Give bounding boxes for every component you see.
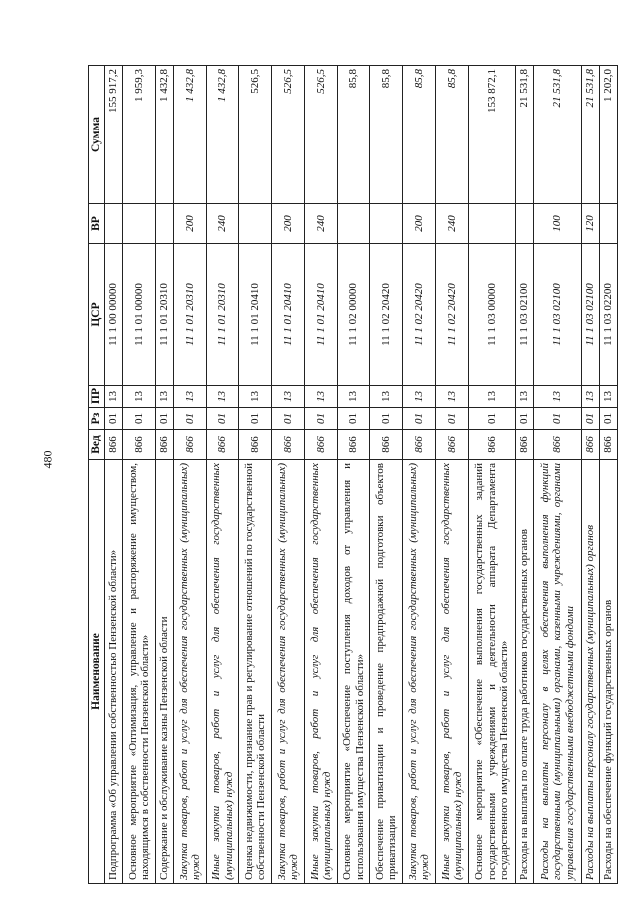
cell-pr: 13 xyxy=(173,386,206,408)
cell-vr: 200 xyxy=(173,204,206,244)
table-row xyxy=(304,66,337,884)
cell-pr: 13 xyxy=(239,386,272,408)
cell-sum: 1 959,3 xyxy=(123,66,156,204)
cell-pr: 13 xyxy=(403,386,436,408)
cell-name: Основное мероприятие «Оптимизация, управление и распоряжение имуществом, находящимся в собственности Пензенской области» xyxy=(123,460,156,884)
cell-csr: 11 1 01 20410 xyxy=(239,244,272,386)
cell-name: Обеспечение приватизации и проведение предпродажной подготовки объектов приватизации xyxy=(370,460,403,884)
cell-csr: 11 1 03 02200 xyxy=(599,244,617,386)
cell-pr: 13 xyxy=(516,386,534,408)
cell-rz: 01 xyxy=(104,408,122,430)
cell-sum: 85,8 xyxy=(403,66,436,204)
cell-vr: 200 xyxy=(403,204,436,244)
header-vr: ВР xyxy=(89,204,105,244)
table-row xyxy=(155,66,173,884)
cell-sum: 21 531,8 xyxy=(581,66,599,204)
table-row xyxy=(272,66,305,884)
cell-pr: 13 xyxy=(534,386,581,408)
cell-ved: 866 xyxy=(581,430,599,460)
cell-pr: 13 xyxy=(468,386,515,408)
cell-rz: 01 xyxy=(403,408,436,430)
table-row xyxy=(173,66,206,884)
cell-rz: 01 xyxy=(599,408,617,430)
cell-rz: 01 xyxy=(370,408,403,430)
table-row xyxy=(206,66,239,884)
cell-csr: 11 1 02 00000 xyxy=(337,244,370,386)
cell-rz: 01 xyxy=(123,408,156,430)
cell-csr: 11 1 01 20410 xyxy=(304,244,337,386)
cell-rz: 01 xyxy=(337,408,370,430)
cell-vr: 240 xyxy=(435,204,468,244)
cell-csr: 11 1 02 20420 xyxy=(370,244,403,386)
cell-vr xyxy=(104,204,122,244)
table-row xyxy=(370,66,403,884)
cell-vr xyxy=(370,204,403,244)
table-row xyxy=(581,66,599,884)
cell-rz: 01 xyxy=(239,408,272,430)
cell-name: Содержание и обслуживание казны Пензенской области xyxy=(155,460,173,884)
cell-vr xyxy=(337,204,370,244)
table-row xyxy=(435,66,468,884)
cell-csr: 11 1 01 20310 xyxy=(155,244,173,386)
cell-pr: 13 xyxy=(104,386,122,408)
cell-name: Расходы на выплаты персоналу в целях обеспечения выполнения функций государственными (муниципальными) органами, казенными учреждениями, органами управления государственными внебюджетными фондами xyxy=(534,460,581,884)
cell-sum: 155 917,2 xyxy=(104,66,122,204)
cell-pr: 13 xyxy=(435,386,468,408)
budget-table xyxy=(88,65,618,884)
header-pr: ПР xyxy=(89,386,105,408)
cell-sum: 21 531,8 xyxy=(516,66,534,204)
budget-table-container xyxy=(88,66,618,884)
table-row xyxy=(403,66,436,884)
table-row xyxy=(239,66,272,884)
cell-csr: 11 1 02 20420 xyxy=(435,244,468,386)
cell-vr: 240 xyxy=(304,204,337,244)
cell-sum: 1 432,8 xyxy=(155,66,173,204)
cell-name: Закупка товаров, работ и услуг для обеспечения государственных (муниципальных) нужд xyxy=(272,460,305,884)
cell-rz: 01 xyxy=(304,408,337,430)
header-rz: Рз xyxy=(89,408,105,430)
cell-ved: 866 xyxy=(534,430,581,460)
cell-rz: 01 xyxy=(435,408,468,430)
cell-sum: 85,8 xyxy=(435,66,468,204)
cell-csr: 11 1 00 00000 xyxy=(104,244,122,386)
cell-ved: 866 xyxy=(304,430,337,460)
table-row xyxy=(516,66,534,884)
cell-csr: 11 1 03 02100 xyxy=(581,244,599,386)
cell-vr xyxy=(123,204,156,244)
table-row xyxy=(468,66,515,884)
cell-rz: 01 xyxy=(581,408,599,430)
cell-ved: 866 xyxy=(468,430,515,460)
cell-ved: 866 xyxy=(155,430,173,460)
cell-sum: 1 432,8 xyxy=(173,66,206,204)
cell-pr: 13 xyxy=(370,386,403,408)
table-row xyxy=(123,66,156,884)
cell-vr xyxy=(239,204,272,244)
cell-ved: 866 xyxy=(599,430,617,460)
cell-sum: 526,5 xyxy=(239,66,272,204)
cell-pr: 13 xyxy=(206,386,239,408)
cell-name: Оценка недвижимости, признание прав и регулирование отношений по государственной собственности Пензенской области xyxy=(239,460,272,884)
cell-vr xyxy=(516,204,534,244)
cell-rz: 01 xyxy=(534,408,581,430)
cell-ved: 866 xyxy=(272,430,305,460)
cell-pr: 13 xyxy=(272,386,305,408)
cell-vr xyxy=(468,204,515,244)
cell-ved: 866 xyxy=(516,430,534,460)
cell-sum: 526,5 xyxy=(272,66,305,204)
cell-pr: 13 xyxy=(337,386,370,408)
cell-pr: 13 xyxy=(599,386,617,408)
table-row xyxy=(337,66,370,884)
table-header-row xyxy=(89,66,105,884)
cell-pr: 13 xyxy=(123,386,156,408)
cell-ved: 866 xyxy=(239,430,272,460)
cell-name: Закупка товаров, работ и услуг для обеспечения государственных (муниципальных) нужд xyxy=(403,460,436,884)
cell-rz: 01 xyxy=(173,408,206,430)
table-row xyxy=(534,66,581,884)
cell-name: Иные закупки товаров, работ и услуг для обеспечения государственных (муниципальных) нужд xyxy=(206,460,239,884)
cell-vr: 120 xyxy=(581,204,599,244)
cell-name: Иные закупки товаров, работ и услуг для обеспечения государственных (муниципальных) нужд xyxy=(304,460,337,884)
cell-name: Иные закупки товаров, работ и услуг для обеспечения государственных (муниципальных) нужд xyxy=(435,460,468,884)
table-row xyxy=(104,66,122,884)
cell-rz: 01 xyxy=(468,408,515,430)
cell-sum: 85,8 xyxy=(370,66,403,204)
cell-ved: 866 xyxy=(104,430,122,460)
cell-csr: 11 1 03 02100 xyxy=(516,244,534,386)
cell-pr: 13 xyxy=(581,386,599,408)
header-csr: ЦСР xyxy=(89,244,105,386)
cell-vr xyxy=(599,204,617,244)
table-row xyxy=(599,66,617,884)
cell-pr: 13 xyxy=(155,386,173,408)
cell-name: Закупка товаров, работ и услуг для обеспечения государственных (муниципальных) нужд xyxy=(173,460,206,884)
cell-ved: 866 xyxy=(435,430,468,460)
page-number: 480 xyxy=(40,450,55,469)
cell-rz: 01 xyxy=(206,408,239,430)
cell-csr: 11 1 02 20420 xyxy=(403,244,436,386)
cell-sum: 1 202,0 xyxy=(599,66,617,204)
cell-ved: 866 xyxy=(337,430,370,460)
cell-name: Расходы на выплаты персоналу государственных (муниципальных) органов xyxy=(581,460,599,884)
header-sum: Сумма xyxy=(89,66,105,204)
header-ved: Вед xyxy=(89,430,105,460)
cell-csr: 11 1 01 20310 xyxy=(206,244,239,386)
cell-ved: 866 xyxy=(206,430,239,460)
cell-vr: 100 xyxy=(534,204,581,244)
cell-sum: 85,8 xyxy=(337,66,370,204)
cell-sum: 1 432,8 xyxy=(206,66,239,204)
cell-rz: 01 xyxy=(272,408,305,430)
cell-name: Расходы на выплаты по оплате труда работников государственных органов xyxy=(516,460,534,884)
cell-sum: 526,5 xyxy=(304,66,337,204)
cell-ved: 866 xyxy=(403,430,436,460)
cell-name: Основное мероприятие «Обеспечение выполнения государственных заданий государственными учреждениями и деятельности аппарата Департамента государственного имущества Пензенской области» xyxy=(468,460,515,884)
cell-sum: 21 531,8 xyxy=(534,66,581,204)
cell-pr: 13 xyxy=(304,386,337,408)
cell-ved: 866 xyxy=(173,430,206,460)
cell-rz: 01 xyxy=(516,408,534,430)
header-name: Наименование xyxy=(89,460,105,884)
cell-csr: 11 1 01 20310 xyxy=(173,244,206,386)
cell-vr: 200 xyxy=(272,204,305,244)
cell-csr: 11 1 03 00000 xyxy=(468,244,515,386)
cell-vr xyxy=(155,204,173,244)
cell-csr: 11 1 01 00000 xyxy=(123,244,156,386)
cell-name: Подпрограмма «Об управлении собственностью Пензенской области» xyxy=(104,460,122,884)
cell-vr: 240 xyxy=(206,204,239,244)
cell-csr: 11 1 01 20410 xyxy=(272,244,305,386)
cell-name: Расходы на обеспечение функций государственных органов xyxy=(599,460,617,884)
cell-sum: 153 872,1 xyxy=(468,66,515,204)
cell-csr: 11 1 03 02100 xyxy=(534,244,581,386)
cell-ved: 866 xyxy=(123,430,156,460)
cell-rz: 01 xyxy=(155,408,173,430)
cell-name: Основное мероприятие «Обеспечение поступления доходов от управления и использования имущества Пензенской области» xyxy=(337,460,370,884)
cell-ved: 866 xyxy=(370,430,403,460)
